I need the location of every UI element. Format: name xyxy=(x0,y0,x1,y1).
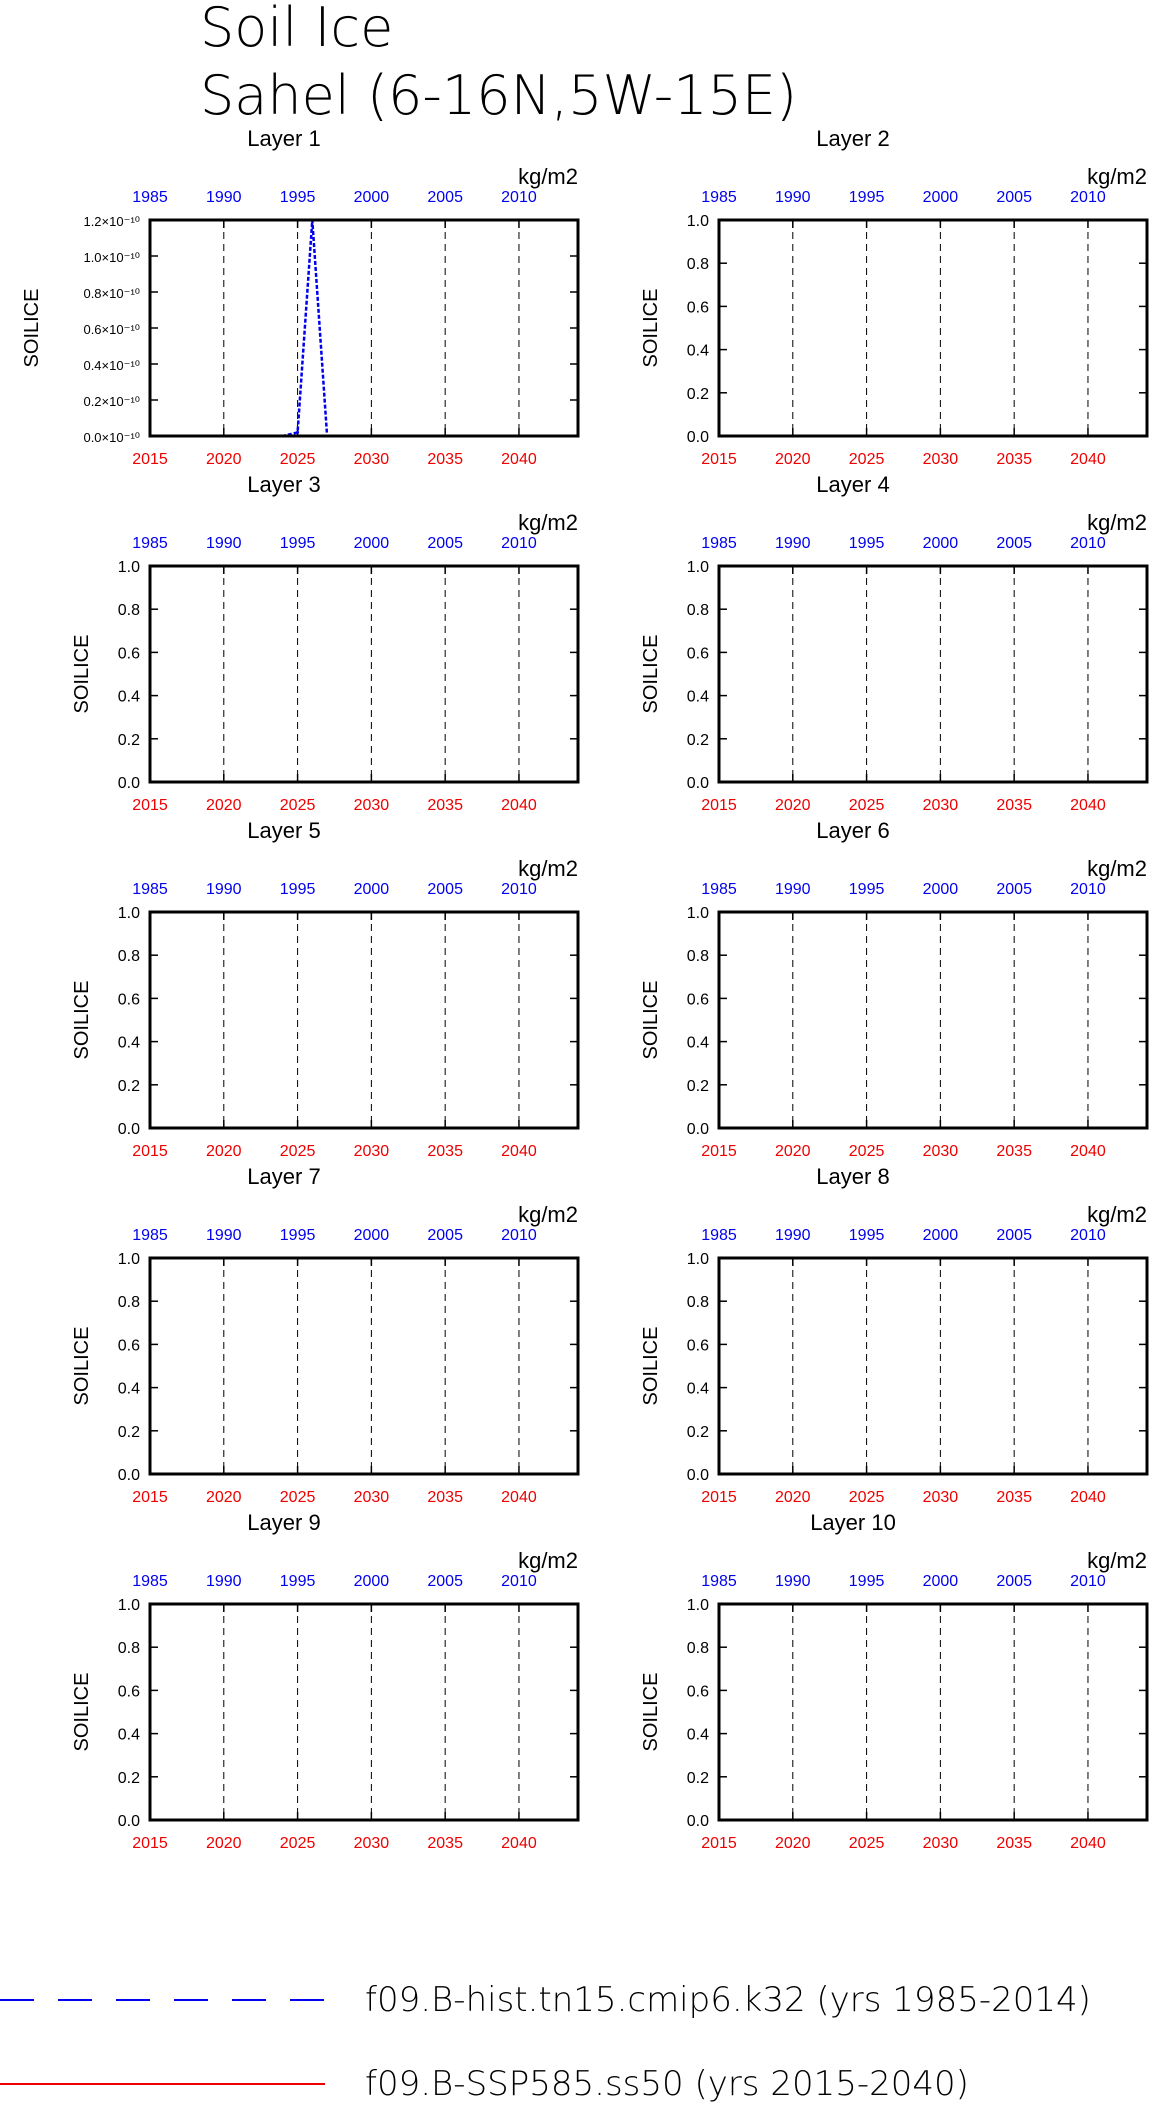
plot-frame xyxy=(150,1604,578,1820)
plot-frame xyxy=(150,912,578,1128)
data-point xyxy=(296,431,299,434)
x-tick-label-top: 2000 xyxy=(353,1573,390,1590)
x-tick-label-top: 1995 xyxy=(848,1573,885,1590)
y-tick-label: 0.6 xyxy=(686,299,709,317)
units-label: kg/m2 xyxy=(518,1202,578,1227)
y-tick-label: 0.8 xyxy=(117,602,140,620)
y-tick-label: 0.4 xyxy=(686,1380,709,1398)
y-tick-label: 0.0 xyxy=(686,775,709,792)
x-tick-label-top: 1990 xyxy=(205,189,242,206)
x-tick-label-top: 2010 xyxy=(501,535,537,552)
x-tick-label-bottom: 2020 xyxy=(774,1835,811,1852)
x-tick-label-bottom: 2040 xyxy=(1070,1489,1106,1506)
y-tick-label: 0.6 xyxy=(117,1683,140,1701)
y-tick-label: 1.0 xyxy=(686,1251,709,1268)
x-tick-label-top: 1985 xyxy=(701,189,737,206)
y-tick-label: 0.6 xyxy=(117,645,140,663)
x-tick-label-top: 1990 xyxy=(205,881,242,898)
y-tick-label: 0.8 xyxy=(686,602,709,620)
x-tick-label-bottom: 2025 xyxy=(848,1143,885,1160)
x-tick-label-top: 2010 xyxy=(1070,1227,1106,1244)
x-tick-label-top: 2000 xyxy=(353,881,390,898)
x-tick-label-bottom: 2030 xyxy=(922,1143,959,1160)
x-tick-label-bottom: 2025 xyxy=(848,451,885,468)
chart-panel-10 xyxy=(640,1510,1147,1852)
y-tick-label: 0.4 xyxy=(117,1726,140,1744)
y-tick-label: 0.0 xyxy=(117,775,140,792)
x-tick-label-bottom: 2030 xyxy=(922,1835,959,1852)
x-tick-label-top: 2005 xyxy=(996,1227,1032,1244)
x-tick-label-top: 1985 xyxy=(132,881,168,898)
y-tick-label: 0.2×10⁻¹⁰ xyxy=(83,394,140,409)
y-tick-label: 0.2 xyxy=(686,385,709,403)
x-tick-label-top: 2010 xyxy=(1070,1573,1106,1590)
panel-title: Layer 5 xyxy=(247,818,321,843)
y-tick-label: 0.8 xyxy=(686,1640,709,1658)
panel-title: Layer 6 xyxy=(816,818,890,843)
y-tick-label: 0.0 xyxy=(117,1467,140,1484)
x-tick-label-bottom: 2040 xyxy=(1070,797,1106,814)
x-tick-label-top: 2000 xyxy=(922,1227,959,1244)
y-axis-label: SOILICE xyxy=(21,288,43,368)
legend-ssp-label: f09.B-SSP585.ss50 (yrs 2015-2040) xyxy=(365,2064,969,2104)
x-tick-label-bottom: 2025 xyxy=(279,1143,316,1160)
units-label: kg/m2 xyxy=(518,1548,578,1573)
legend xyxy=(0,1980,1091,2104)
x-tick-label-bottom: 2020 xyxy=(205,1835,242,1852)
panel-title: Layer 10 xyxy=(810,1510,896,1535)
x-tick-label-top: 1990 xyxy=(774,881,811,898)
y-tick-label: 0.4 xyxy=(117,1034,140,1052)
panel-title: Layer 2 xyxy=(816,126,890,151)
y-tick-label: 0.4 xyxy=(117,688,140,706)
y-axis-label: SOILICE xyxy=(640,288,662,368)
x-tick-label-top: 2010 xyxy=(501,1573,537,1590)
x-tick-label-bottom: 2020 xyxy=(205,1489,242,1506)
x-tick-label-bottom: 2025 xyxy=(279,451,316,468)
x-tick-label-bottom: 2035 xyxy=(427,451,463,468)
x-tick-label-bottom: 2030 xyxy=(922,1489,959,1506)
chart-panel-6 xyxy=(640,818,1147,1160)
x-tick-label-bottom: 2020 xyxy=(774,1489,811,1506)
y-tick-label: 0.8 xyxy=(117,1640,140,1658)
x-tick-label-bottom: 2015 xyxy=(132,1143,168,1160)
x-tick-label-top: 1995 xyxy=(848,881,885,898)
y-tick-label: 0.2 xyxy=(117,1423,140,1441)
plot-frame xyxy=(150,1258,578,1474)
panel-title: Layer 3 xyxy=(247,472,321,497)
y-tick-label: 0.8 xyxy=(686,1294,709,1312)
plot-frame xyxy=(719,220,1147,436)
y-tick-label: 0.2 xyxy=(117,1769,140,1787)
panel-title: Layer 9 xyxy=(247,1510,321,1535)
units-label: kg/m2 xyxy=(518,856,578,881)
y-tick-label: 0.0 xyxy=(686,1121,709,1138)
legend-hist-label: f09.B-hist.tn15.cmip6.k32 (yrs 1985-2014) xyxy=(365,1980,1091,2020)
chart-panel-8 xyxy=(640,1164,1147,1506)
x-tick-label-bottom: 2035 xyxy=(996,1143,1032,1160)
y-axis-label: SOILICE xyxy=(640,980,662,1060)
panel-title: Layer 1 xyxy=(247,126,321,151)
x-tick-label-bottom: 2020 xyxy=(205,1143,242,1160)
y-axis-label: SOILICE xyxy=(640,1326,662,1406)
x-tick-label-top: 2000 xyxy=(922,535,959,552)
y-tick-label: 1.2×10⁻¹⁰ xyxy=(83,214,140,229)
x-tick-label-bottom: 2035 xyxy=(427,797,463,814)
y-axis-label: SOILICE xyxy=(640,1672,662,1752)
x-tick-label-top: 1995 xyxy=(848,1227,885,1244)
y-tick-label: 1.0 xyxy=(686,1597,709,1614)
x-tick-label-top: 2005 xyxy=(996,1573,1032,1590)
x-tick-label-bottom: 2035 xyxy=(996,797,1032,814)
x-tick-label-bottom: 2025 xyxy=(848,797,885,814)
y-tick-label: 0.2 xyxy=(686,1769,709,1787)
y-tick-label: 1.0×10⁻¹⁰ xyxy=(83,250,140,265)
x-tick-label-top: 2010 xyxy=(501,881,537,898)
x-tick-label-bottom: 2030 xyxy=(922,451,959,468)
x-tick-label-bottom: 2015 xyxy=(701,797,737,814)
y-tick-label: 0.4 xyxy=(686,342,709,360)
x-tick-label-top: 1995 xyxy=(279,535,316,552)
x-tick-label-top: 2010 xyxy=(1070,535,1106,552)
chart-panel-3 xyxy=(71,472,578,814)
x-tick-label-bottom: 2015 xyxy=(701,1489,737,1506)
x-tick-label-bottom: 2035 xyxy=(427,1143,463,1160)
y-axis-label: SOILICE xyxy=(71,1672,93,1752)
chart-panel-4 xyxy=(640,472,1147,814)
x-tick-label-bottom: 2030 xyxy=(922,797,959,814)
chart-panel-7 xyxy=(71,1164,578,1506)
x-tick-label-top: 2010 xyxy=(501,1227,537,1244)
y-tick-label: 0.0×10⁻¹⁰ xyxy=(83,430,140,445)
x-tick-label-bottom: 2015 xyxy=(701,1835,737,1852)
plot-frame xyxy=(719,1604,1147,1820)
x-tick-label-bottom: 2040 xyxy=(501,797,537,814)
y-tick-label: 1.0 xyxy=(117,905,140,922)
x-tick-label-bottom: 2025 xyxy=(279,1835,316,1852)
units-label: kg/m2 xyxy=(1087,856,1147,881)
x-tick-label-top: 2000 xyxy=(922,189,959,206)
chart-panel-2 xyxy=(640,126,1147,468)
x-tick-label-top: 1985 xyxy=(701,1573,737,1590)
units-label: kg/m2 xyxy=(1087,164,1147,189)
y-tick-label: 0.6 xyxy=(686,1683,709,1701)
x-tick-label-bottom: 2020 xyxy=(205,797,242,814)
y-tick-label: 1.0 xyxy=(686,559,709,576)
y-axis-label: SOILICE xyxy=(71,1326,93,1406)
chart-panel-5 xyxy=(71,818,578,1160)
x-tick-label-top: 1990 xyxy=(205,1227,242,1244)
x-tick-label-bottom: 2015 xyxy=(132,1835,168,1852)
x-tick-label-bottom: 2030 xyxy=(353,1143,390,1160)
panel-title: Layer 7 xyxy=(247,1164,321,1189)
panel-grid xyxy=(21,126,1147,1852)
plot-frame xyxy=(150,566,578,782)
y-tick-label: 0.0 xyxy=(686,429,709,446)
x-tick-label-top: 2005 xyxy=(427,189,463,206)
x-tick-label-top: 1990 xyxy=(774,1227,811,1244)
y-tick-label: 0.0 xyxy=(686,1813,709,1830)
y-tick-label: 1.0 xyxy=(117,1251,140,1268)
y-tick-label: 0.6 xyxy=(686,645,709,663)
x-tick-label-top: 1990 xyxy=(774,535,811,552)
x-tick-label-bottom: 2020 xyxy=(774,797,811,814)
x-tick-label-top: 1990 xyxy=(205,535,242,552)
x-tick-label-top: 2005 xyxy=(427,1573,463,1590)
x-tick-label-bottom: 2035 xyxy=(996,1489,1032,1506)
x-tick-label-bottom: 2035 xyxy=(996,451,1032,468)
x-tick-label-bottom: 2030 xyxy=(353,1489,390,1506)
units-label: kg/m2 xyxy=(1087,1548,1147,1573)
x-tick-label-top: 2000 xyxy=(353,189,390,206)
x-tick-label-bottom: 2015 xyxy=(701,1143,737,1160)
y-tick-label: 0.8 xyxy=(117,1294,140,1312)
x-tick-label-bottom: 2040 xyxy=(501,1835,537,1852)
y-tick-label: 0.8 xyxy=(117,948,140,966)
y-axis-label: SOILICE xyxy=(71,980,93,1060)
y-tick-label: 0.8 xyxy=(686,948,709,966)
units-label: kg/m2 xyxy=(518,510,578,535)
plot-frame xyxy=(719,1258,1147,1474)
series-line-hist xyxy=(150,220,578,436)
y-tick-label: 0.8 xyxy=(686,256,709,274)
x-tick-label-bottom: 2030 xyxy=(353,797,390,814)
units-label: kg/m2 xyxy=(1087,510,1147,535)
plot-frame xyxy=(719,566,1147,782)
x-tick-label-bottom: 2015 xyxy=(701,451,737,468)
y-tick-label: 0.2 xyxy=(686,731,709,749)
y-tick-label: 0.0 xyxy=(117,1813,140,1830)
panel-title: Layer 8 xyxy=(816,1164,890,1189)
x-tick-label-top: 1995 xyxy=(848,535,885,552)
units-label: kg/m2 xyxy=(1087,1202,1147,1227)
x-tick-label-top: 1995 xyxy=(279,1573,316,1590)
x-tick-label-bottom: 2030 xyxy=(353,1835,390,1852)
y-tick-label: 0.6 xyxy=(117,1337,140,1355)
y-tick-label: 1.0 xyxy=(117,1597,140,1614)
chart-panel-1 xyxy=(21,126,580,468)
x-tick-label-bottom: 2035 xyxy=(996,1835,1032,1852)
x-tick-label-top: 1995 xyxy=(848,189,885,206)
x-tick-label-top: 2000 xyxy=(922,881,959,898)
units-label: kg/m2 xyxy=(518,164,578,189)
y-tick-label: 0.2 xyxy=(117,731,140,749)
x-tick-label-top: 1990 xyxy=(774,189,811,206)
x-tick-label-bottom: 2040 xyxy=(501,1489,537,1506)
y-tick-label: 0.6 xyxy=(117,991,140,1009)
x-tick-label-bottom: 2025 xyxy=(279,1489,316,1506)
x-tick-label-bottom: 2035 xyxy=(427,1489,463,1506)
x-tick-label-top: 1985 xyxy=(132,1573,168,1590)
x-tick-label-top: 2010 xyxy=(1070,881,1106,898)
x-tick-label-bottom: 2020 xyxy=(774,1143,811,1160)
x-tick-label-top: 1995 xyxy=(279,189,316,206)
x-tick-label-top: 2000 xyxy=(353,535,390,552)
y-tick-label: 0.4 xyxy=(686,1726,709,1744)
x-tick-label-bottom: 2035 xyxy=(427,1835,463,1852)
y-tick-label: 0.0 xyxy=(117,1121,140,1138)
x-tick-label-top: 2005 xyxy=(996,535,1032,552)
y-tick-label: 0.4×10⁻¹⁰ xyxy=(83,358,140,373)
y-tick-label: 0.2 xyxy=(686,1077,709,1095)
x-tick-label-bottom: 2015 xyxy=(132,451,168,468)
x-tick-label-top: 1985 xyxy=(701,881,737,898)
x-tick-label-top: 2005 xyxy=(996,881,1032,898)
x-tick-label-top: 1985 xyxy=(701,1227,737,1244)
y-tick-label: 0.6 xyxy=(686,1337,709,1355)
y-tick-label: 0.2 xyxy=(686,1423,709,1441)
x-tick-label-top: 2010 xyxy=(1070,189,1106,206)
y-axis-label: SOILICE xyxy=(71,634,93,714)
y-tick-label: 0.6 xyxy=(686,991,709,1009)
panel-title: Layer 4 xyxy=(816,472,890,497)
x-tick-label-top: 1990 xyxy=(774,1573,811,1590)
figure-title: Soil Ice xyxy=(200,0,394,59)
y-axis-label: SOILICE xyxy=(640,634,662,714)
y-tick-label: 0.2 xyxy=(117,1077,140,1095)
plot-frame xyxy=(150,220,578,436)
figure-subtitle: Sahel (6-16N,5W-15E) xyxy=(200,64,798,127)
x-tick-label-bottom: 2025 xyxy=(848,1489,885,1506)
x-tick-label-bottom: 2030 xyxy=(353,451,390,468)
y-tick-label: 0.4 xyxy=(686,1034,709,1052)
x-tick-label-top: 2005 xyxy=(427,535,463,552)
x-tick-label-top: 1985 xyxy=(132,189,168,206)
x-tick-label-bottom: 2025 xyxy=(279,797,316,814)
x-tick-label-bottom: 2015 xyxy=(132,1489,168,1506)
x-tick-label-top: 1985 xyxy=(701,535,737,552)
x-tick-label-bottom: 2040 xyxy=(1070,1143,1106,1160)
y-tick-label: 1.0 xyxy=(117,559,140,576)
y-tick-label: 0.8×10⁻¹⁰ xyxy=(83,286,140,301)
chart-panel-9 xyxy=(71,1510,578,1852)
x-tick-label-top: 1995 xyxy=(279,1227,316,1244)
x-tick-label-bottom: 2015 xyxy=(132,797,168,814)
x-tick-label-bottom: 2040 xyxy=(501,1143,537,1160)
x-tick-label-top: 2010 xyxy=(501,189,537,206)
y-tick-label: 0.4 xyxy=(117,1380,140,1398)
x-tick-label-bottom: 2020 xyxy=(205,451,242,468)
x-tick-label-top: 2005 xyxy=(427,881,463,898)
y-tick-label: 1.0 xyxy=(686,213,709,230)
y-tick-label: 1.0 xyxy=(686,905,709,922)
x-tick-label-bottom: 2040 xyxy=(1070,1835,1106,1852)
x-tick-label-top: 1985 xyxy=(132,535,168,552)
x-tick-label-top: 2005 xyxy=(996,189,1032,206)
x-tick-label-bottom: 2040 xyxy=(501,451,537,468)
x-tick-label-top: 2005 xyxy=(427,1227,463,1244)
x-tick-label-bottom: 2040 xyxy=(1070,451,1106,468)
x-tick-label-top: 1990 xyxy=(205,1573,242,1590)
x-tick-label-bottom: 2020 xyxy=(774,451,811,468)
y-tick-label: 0.6×10⁻¹⁰ xyxy=(83,322,140,337)
x-tick-label-bottom: 2025 xyxy=(848,1835,885,1852)
x-tick-label-top: 1995 xyxy=(279,881,316,898)
x-tick-label-top: 2000 xyxy=(922,1573,959,1590)
y-tick-label: 0.4 xyxy=(686,688,709,706)
x-tick-label-top: 1985 xyxy=(132,1227,168,1244)
plot-frame xyxy=(719,912,1147,1128)
y-tick-label: 0.0 xyxy=(686,1467,709,1484)
x-tick-label-top: 2000 xyxy=(353,1227,390,1244)
